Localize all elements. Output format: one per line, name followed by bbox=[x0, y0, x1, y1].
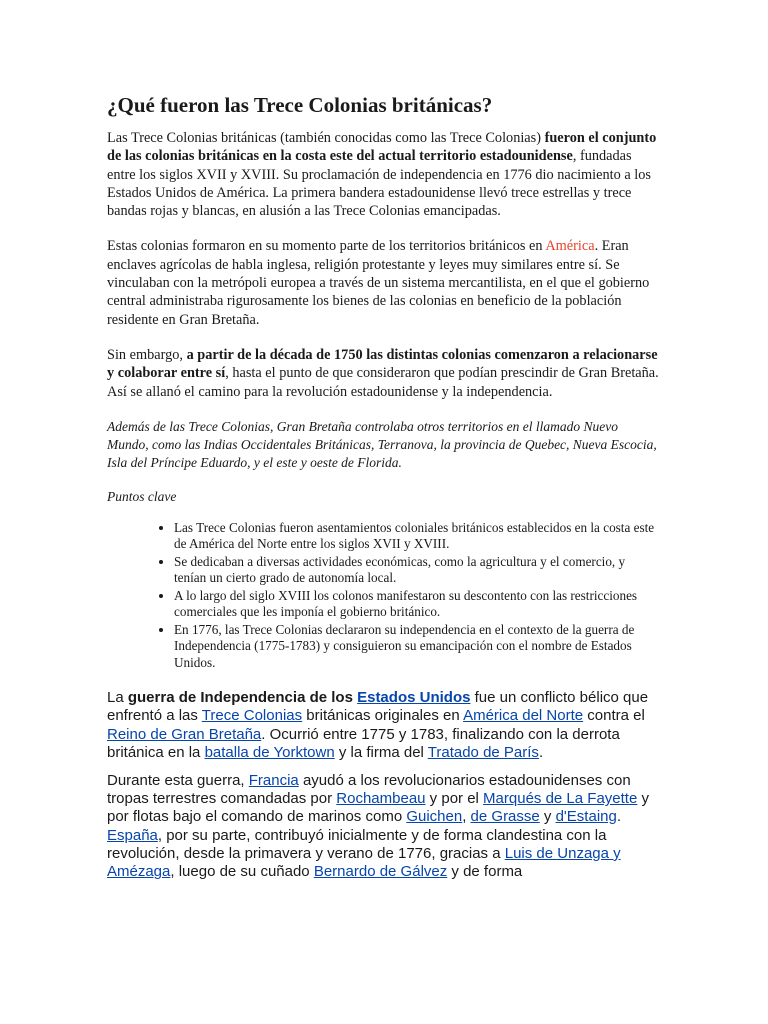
text-span: británicas originales en bbox=[302, 707, 464, 725]
text-span: La bbox=[107, 689, 128, 707]
link-espana[interactable]: España bbox=[107, 826, 158, 844]
text-span: y por flotas bajo el comando de marinos como bbox=[107, 790, 649, 826]
text-span: . bbox=[538, 743, 544, 761]
paragraph-territories bbox=[107, 237, 659, 328]
link-francia[interactable]: Francia bbox=[248, 772, 299, 790]
page-title: ¿Qué fueron las Trece Colonias británicas? bbox=[107, 93, 493, 117]
list-item: • En 1776, las Trece Colonias declararon su independencia en el contexto de la guerra de Independencia (1775-1783) y consiguieron su emancipación con el nombre de Estados Unidos. bbox=[174, 622, 659, 672]
bold-span: fueron el conjunto de las colonias británicas en la costa este del actual territorio estadounidense bbox=[107, 130, 657, 165]
text-span: . Ocurrió entre 1775 y 1783, finalizando con la derrota británica en la bbox=[107, 725, 620, 761]
text-span: y de forma bbox=[447, 863, 523, 881]
link-batalla-yorktown[interactable]: batalla de Yorktown bbox=[204, 743, 335, 761]
text-span: . Eran enclaves agrícolas de habla inglesa, religión protestante y leyes muy similares entre sí. Se vinculaban con la metrópoli europea a través de un sistema mercantilista, en el que el gobierno central administraba rigurosamente los bienes de las colonias en beneficio de la población residente en Gran Bretaña. bbox=[107, 238, 650, 328]
text-span: , fundadas entre los siglos XVII y XVIII. Su proclamación de independencia en 1776 dio nacimiento a los Estados Unidos de América. La primera bandera estadounidense llevó trece estrellas y trece bandas rojas y blancas, en alusión a las Trece Colonias emancipadas. bbox=[107, 148, 651, 220]
link-lafayette[interactable]: Marqués de La Fayette bbox=[483, 790, 638, 808]
text-span: Las Trece Colonias británicas (también conocidas como las Trece Colonias) bbox=[107, 130, 545, 146]
text-span: . bbox=[616, 808, 622, 826]
link-bernardo-de-galvez[interactable]: Bernardo de Gálvez bbox=[313, 863, 448, 881]
link-rochambeau[interactable]: Rochambeau bbox=[336, 790, 426, 808]
link-america-del-norte[interactable]: América del Norte bbox=[463, 707, 584, 725]
note-paragraph: Además de las Trece Colonias, Gran Bretaña controlaba otros territorios en el llamado Nuevo Mundo, como las Indias Occidentales Británicas, Terranova, la provincia de Quebec, Nueva Escocia, Isla del Príncipe Eduardo, y el este y oeste de Florida. bbox=[107, 418, 657, 471]
list-item: • A lo largo del siglo XVIII los colonos manifestaron su descontento con las restricciones comerciales que les imponía el gobierno británico. bbox=[174, 588, 659, 621]
text-span: y por el bbox=[425, 790, 484, 808]
list-item: • Se dedicaban a diversas actividades económicas, como la agricultura y el comercio, y tenían un cierto grado de autonomía local. bbox=[174, 554, 659, 587]
link-de-grasse[interactable]: de Grasse bbox=[470, 808, 540, 826]
link-reino-gran-bretana[interactable]: Reino de Gran Bretaña bbox=[107, 725, 262, 743]
text-span: y bbox=[539, 808, 556, 826]
paragraph-cooperation bbox=[107, 346, 659, 401]
text-span: y la firma del bbox=[334, 743, 428, 761]
list-item: • Las Trece Colonias fueron asentamientos coloniales británicos establecidos en la costa este de América del Norte entre los siglos XVII y XVIII. bbox=[174, 520, 659, 553]
key-points-list bbox=[107, 520, 659, 672]
text-span: Estas colonias formaron en su momento parte de los territorios británicos en bbox=[107, 238, 546, 255]
text-span: , por su parte, contribuyó inicialmente y de forma clandestina con la revolución, desde la primavera y verano de 1776, gracias a bbox=[107, 826, 607, 862]
paragraph-intro bbox=[107, 129, 659, 220]
text-span: , luego de su cuñado bbox=[170, 863, 314, 881]
paragraph-allies bbox=[107, 772, 659, 881]
link-estados-unidos[interactable]: Estados Unidos bbox=[357, 689, 471, 707]
text-span: ayudó a los revolucionarios estadounidenses con tropas terrestres comandadas por bbox=[107, 772, 631, 808]
text-span: Durante esta guerra, bbox=[107, 772, 249, 790]
text-span: Sin embargo, bbox=[107, 346, 187, 363]
bold-span: guerra de Independencia de los bbox=[127, 689, 358, 707]
link-guichen[interactable]: Guichen bbox=[406, 808, 463, 826]
link-tratado-paris[interactable]: Tratado de París bbox=[427, 743, 539, 761]
text-span: fue un conflicto bélico que enfrentó a las bbox=[107, 689, 649, 725]
link-destaing[interactable]: d'Estaing bbox=[555, 808, 617, 826]
text-span: , hasta el punto de que consideraron que podían prescindir de Gran Bretaña. Así se allanó el camino para la revolución estadounidense y la independencia. bbox=[107, 365, 659, 400]
text-span: , bbox=[462, 808, 471, 826]
paragraph-war bbox=[107, 689, 659, 762]
text-span: contra el bbox=[583, 707, 645, 725]
link-trece-colonias[interactable]: Trece Colonias bbox=[201, 707, 303, 725]
link-america[interactable]: América bbox=[545, 238, 595, 255]
bold-span: a partir de la década de 1750 las distintas colonias comenzaron a relacionarse y colaborar entre sí bbox=[107, 346, 658, 382]
link-luis-de-unzaga[interactable]: Luis de Unzaga y Amézaga bbox=[107, 844, 621, 881]
key-points-label: Puntos clave bbox=[107, 488, 177, 504]
document-page bbox=[107, 92, 659, 891]
bold-link-wrap bbox=[357, 689, 470, 706]
